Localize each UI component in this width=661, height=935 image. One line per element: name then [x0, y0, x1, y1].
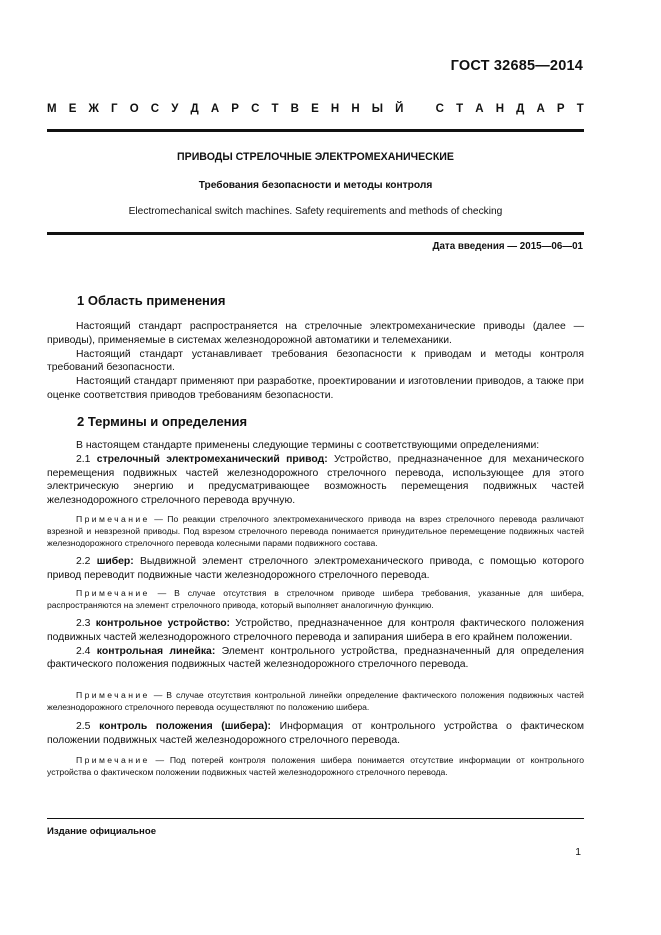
standard-type-letter: Й — [395, 103, 404, 115]
term-name: шибер: — [96, 556, 134, 567]
standard-type-letter: О — [129, 103, 139, 115]
term-number: 2.2 — [76, 556, 91, 567]
standard-type-letter: В — [290, 103, 299, 115]
term-number: 2.3 — [76, 618, 91, 629]
section-2-intro: В настоящем стандарте применены следующие термины с соответствующими определениями: — [76, 440, 540, 451]
standard-type-letter: Н — [495, 103, 505, 115]
section-1-paragraph: Настоящий стандарт устанавливает требования безопасности к приводам и методы контроля требований безопасности. — [47, 348, 584, 374]
standard-type-letter: Д — [516, 103, 525, 115]
note-label: Примечание — [76, 514, 150, 524]
standard-type-letter: Д — [190, 103, 199, 115]
term-2-4 — [47, 645, 584, 673]
note-2-2 — [47, 588, 584, 612]
note-text: — Под потерей контроля положения шибера понимается отсутствие информации от контрольного устройства о фактическом положении подвижных частей железнодорожного стрелочного перевода. — [47, 755, 584, 777]
term-name: стрелочный электромеханический привод: — [96, 453, 328, 465]
standard-type-letter: Г — [111, 103, 118, 115]
standard-type-letter: Т — [271, 103, 279, 115]
term-number: 2.1 — [76, 453, 91, 465]
note-text: — В случае отсутствия в стрелочном приводе шибера требования, указанные для шибера, распространяются на элемент стрелочного привода, который выполняет аналогичную функцию. — [47, 588, 584, 610]
note-label: Примечание — [76, 588, 150, 598]
standard-type-letter: А — [536, 103, 545, 115]
standard-type-letter: Ы — [371, 103, 384, 115]
note-label: Примечание — [76, 690, 150, 700]
standard-type-heading — [47, 103, 584, 115]
note-text: — По реакции стрелочного электромеханического привода на взрез стрелочного перевода различают взрезной и невзрезной приводы. Под взрезом стрелочного перевода понимается принудительное перемещение подвижных частей железнодорожного стрелочного перевода колесными парами подвижного состава. — [47, 514, 585, 548]
section-1-heading: 1 Область применения — [77, 293, 226, 308]
standard-type-letter: Р — [231, 103, 239, 115]
standard-type-letter: Е — [68, 103, 77, 115]
standard-type-letter: С — [150, 103, 160, 115]
footer-rule — [47, 818, 584, 819]
middle-rule — [47, 232, 584, 235]
section-1-paragraph: Настоящий стандарт распространяется на стрелочные электромеханические приводы (далее — приводы), применяемые в системах железнодорожной автоматики и телемеханики. — [47, 321, 584, 346]
standard-type-letter: Н — [351, 103, 360, 115]
term-name: контроль положения (шибера): — [99, 721, 271, 732]
note-text: — В случае отсутствия контрольной линейки определение фактического положения подвижных частей железнодорожного стрелочного перевода осуществляют по положению шибера. — [47, 690, 584, 712]
standard-type-letter: Е — [311, 103, 319, 115]
term-2-5 — [47, 720, 584, 748]
section-1-paragraph: Настоящий стандарт применяют при разработке, проектировании и изготовлении приводов, а также при оценке соответствия приводов требованиям безопасности. — [47, 376, 584, 401]
document-subtitle: Требования безопасности и методы контроля — [198, 180, 433, 191]
standard-type-letter: С — [251, 103, 260, 115]
page-number: 1 — [575, 847, 581, 858]
term-definition: Информация от контрольного устройства о фактическом положении подвижных частей железнодорожного стрелочного перевода. — [47, 721, 584, 746]
section-1-body — [47, 320, 584, 403]
english-title: Electromechanical switch machines. Safety requirements and methods of checking — [128, 206, 503, 217]
standard-type-letter: Р — [556, 103, 565, 115]
word-gap — [416, 103, 424, 115]
note-2-5 — [47, 755, 584, 779]
term-2-1 — [47, 453, 584, 508]
standard-type-letter: С — [435, 103, 444, 115]
introduction-date: Дата введения — 2015—06—01 — [432, 241, 583, 252]
term-name: контрольное устройство: — [95, 618, 231, 629]
term-definition: Устройство, предназначенное для механического перемещения подвижных частей железнодорожного стрелочного перевода, использующее для этого электрическую энергию и предусматривающее возможность перемещения подвижных частей железнодорожного стрелочного перевода вручную. — [47, 453, 584, 507]
term-definition: Выдвижной элемент стрелочного электромеханического привода, с помощью которого привод переводит подвижные части железнодорожного стрелочного перевода. — [47, 556, 584, 581]
document-title: ПРИВОДЫ СТРЕЛОЧНЫЕ ЭЛЕКТРОМЕХАНИЧЕСКИЕ — [177, 151, 454, 163]
term-number: 2.4 — [76, 645, 91, 657]
term-number: 2.5 — [76, 721, 91, 732]
note-2-1 — [47, 514, 584, 549]
standard-type-letter: Н — [330, 103, 340, 115]
standard-type-letter: Ж — [88, 103, 99, 115]
term-name: контрольная линейка: — [96, 645, 216, 657]
top-rule — [47, 129, 584, 132]
note-label: Примечание — [76, 755, 150, 765]
standard-type-letter: А — [210, 103, 220, 115]
standard-type-letter: У — [171, 103, 179, 115]
term-2-3 — [47, 617, 584, 645]
term-2-1-block — [47, 439, 584, 508]
term-2-2 — [47, 555, 584, 583]
note-2-4 — [47, 690, 584, 714]
standard-type-letter: Т — [456, 103, 464, 115]
gost-code: ГОСТ 32685—2014 — [450, 58, 583, 74]
term-definition: Устройство, предназначенное для контроля фактического положения подвижных частей железнодорожного стрелочного перевода и запирания шибера в его крайнем положении. — [47, 618, 584, 643]
standard-type-letter: М — [47, 103, 57, 115]
standard-type-letter: Т — [576, 103, 584, 115]
term-2-3-2-4-block — [47, 617, 584, 672]
standard-type-letter: А — [475, 103, 484, 115]
term-definition: Элемент контрольного устройства, предназначенный для определения фактического положения подвижных частей железнодорожного стрелочного перевода. — [47, 645, 585, 671]
edition-label: Издание официальное — [47, 826, 157, 837]
section-2-heading: 2 Термины и определения — [77, 414, 248, 429]
